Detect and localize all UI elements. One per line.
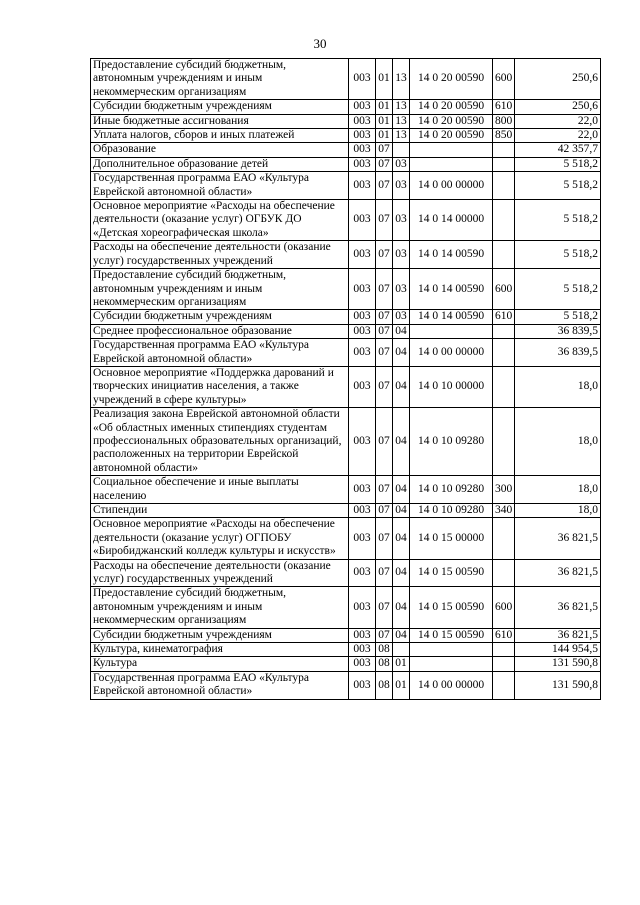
target-article-cell: 14 0 14 00000	[410, 200, 493, 241]
expense-type-cell: 800	[493, 114, 515, 128]
table-row	[91, 324, 601, 338]
amount-cell: 36 821,5	[515, 628, 601, 642]
amount-cell: 22,0	[515, 114, 601, 128]
table-row	[91, 157, 601, 171]
amount-cell: 5 518,2	[515, 200, 601, 241]
target-article-cell	[410, 324, 493, 338]
admin-code-cell: 003	[349, 172, 376, 200]
expense-type-cell	[493, 339, 515, 367]
section-code-cell: 07	[376, 172, 393, 200]
table-row	[91, 129, 601, 143]
row-name-cell: Культура, кинематография	[91, 643, 349, 657]
admin-code-cell: 003	[349, 157, 376, 171]
table-row	[91, 114, 601, 128]
row-name-cell: Образование	[91, 143, 349, 157]
budget-table	[90, 58, 601, 700]
admin-code-cell: 003	[349, 114, 376, 128]
table-row	[91, 339, 601, 367]
section-code-cell: 07	[376, 143, 393, 157]
target-article-cell: 14 0 15 00000	[410, 518, 493, 559]
section-code-cell: 07	[376, 518, 393, 559]
amount-cell: 22,0	[515, 129, 601, 143]
expense-type-cell	[493, 643, 515, 657]
row-name-cell: Предоставление субсидий бюджетным, автономным учреждениям и иным некоммерческим организациям	[91, 59, 349, 100]
row-name-cell: Стипендии	[91, 504, 349, 518]
expense-type-cell	[493, 200, 515, 241]
table-row	[91, 366, 601, 407]
section-code-cell: 07	[376, 200, 393, 241]
subsection-code-cell: 04	[393, 518, 410, 559]
amount-cell: 5 518,2	[515, 172, 601, 200]
row-name-cell: Основное мероприятие «Расходы на обеспечение деятельности (оказание услуг) ОГПОБУ «Биробиджанский колледж культуры и искусств»	[91, 518, 349, 559]
row-name-cell: Государственная программа ЕАО «Культура Еврейской автономной области»	[91, 172, 349, 200]
subsection-code-cell: 04	[393, 587, 410, 628]
expense-type-cell: 600	[493, 269, 515, 310]
row-name-cell: Дополнительное образование детей	[91, 157, 349, 171]
subsection-code-cell: 04	[393, 476, 410, 504]
subsection-code-cell: 03	[393, 310, 410, 324]
row-name-cell: Предоставление субсидий бюджетным, автономным учреждениям и иным некоммерческим организациям	[91, 587, 349, 628]
table-row	[91, 310, 601, 324]
subsection-code-cell: 01	[393, 671, 410, 699]
section-code-cell: 08	[376, 671, 393, 699]
target-article-cell: 14 0 20 00590	[410, 100, 493, 114]
admin-code-cell: 003	[349, 643, 376, 657]
table-row	[91, 172, 601, 200]
table-row	[91, 200, 601, 241]
subsection-code-cell: 04	[393, 559, 410, 587]
table-row	[91, 408, 601, 476]
amount-cell: 5 518,2	[515, 241, 601, 269]
target-article-cell: 14 0 20 00590	[410, 129, 493, 143]
target-article-cell: 14 0 20 00590	[410, 59, 493, 100]
admin-code-cell: 003	[349, 324, 376, 338]
admin-code-cell: 003	[349, 241, 376, 269]
section-code-cell: 07	[376, 366, 393, 407]
section-code-cell: 01	[376, 114, 393, 128]
section-code-cell: 07	[376, 476, 393, 504]
table-row	[91, 559, 601, 587]
subsection-code-cell	[393, 643, 410, 657]
subsection-code-cell: 04	[393, 628, 410, 642]
subsection-code-cell: 04	[393, 366, 410, 407]
target-article-cell: 14 0 00 00000	[410, 671, 493, 699]
admin-code-cell: 003	[349, 628, 376, 642]
subsection-code-cell: 03	[393, 172, 410, 200]
subsection-code-cell: 03	[393, 157, 410, 171]
expense-type-cell	[493, 157, 515, 171]
amount-cell: 250,6	[515, 100, 601, 114]
amount-cell: 36 839,5	[515, 339, 601, 367]
target-article-cell: 14 0 14 00590	[410, 241, 493, 269]
amount-cell: 5 518,2	[515, 269, 601, 310]
section-code-cell: 01	[376, 129, 393, 143]
subsection-code-cell: 03	[393, 200, 410, 241]
row-name-cell: Субсидии бюджетным учреждениям	[91, 310, 349, 324]
amount-cell: 36 821,5	[515, 587, 601, 628]
expense-type-cell: 610	[493, 310, 515, 324]
target-article-cell: 14 0 15 00590	[410, 587, 493, 628]
amount-cell: 131 590,8	[515, 657, 601, 671]
table-row	[91, 504, 601, 518]
expense-type-cell: 600	[493, 587, 515, 628]
admin-code-cell: 003	[349, 518, 376, 559]
table-row	[91, 100, 601, 114]
table-row	[91, 671, 601, 699]
section-code-cell: 07	[376, 504, 393, 518]
expense-type-cell	[493, 671, 515, 699]
table-row	[91, 518, 601, 559]
expense-type-cell: 300	[493, 476, 515, 504]
section-code-cell: 07	[376, 587, 393, 628]
expense-type-cell	[493, 324, 515, 338]
admin-code-cell: 003	[349, 59, 376, 100]
expense-type-cell: 850	[493, 129, 515, 143]
expense-type-cell	[493, 657, 515, 671]
table-row	[91, 587, 601, 628]
section-code-cell: 07	[376, 628, 393, 642]
section-code-cell: 07	[376, 157, 393, 171]
target-article-cell	[410, 157, 493, 171]
admin-code-cell: 003	[349, 143, 376, 157]
amount-cell: 42 357,7	[515, 143, 601, 157]
amount-cell: 144 954,5	[515, 643, 601, 657]
admin-code-cell: 003	[349, 504, 376, 518]
table-row	[91, 269, 601, 310]
amount-cell: 36 821,5	[515, 518, 601, 559]
section-code-cell: 08	[376, 657, 393, 671]
subsection-code-cell: 13	[393, 129, 410, 143]
admin-code-cell: 003	[349, 408, 376, 476]
expense-type-cell	[493, 366, 515, 407]
table-row	[91, 59, 601, 100]
admin-code-cell: 003	[349, 100, 376, 114]
amount-cell: 131 590,8	[515, 671, 601, 699]
admin-code-cell: 003	[349, 129, 376, 143]
admin-code-cell: 003	[349, 310, 376, 324]
section-code-cell: 07	[376, 559, 393, 587]
admin-code-cell: 003	[349, 269, 376, 310]
expense-type-cell	[493, 241, 515, 269]
target-article-cell	[410, 657, 493, 671]
subsection-code-cell: 03	[393, 241, 410, 269]
section-code-cell: 07	[376, 324, 393, 338]
subsection-code-cell	[393, 143, 410, 157]
amount-cell: 18,0	[515, 504, 601, 518]
admin-code-cell: 003	[349, 587, 376, 628]
admin-code-cell: 003	[349, 657, 376, 671]
target-article-cell: 14 0 14 00590	[410, 310, 493, 324]
row-name-cell: Расходы на обеспечение деятельности (оказание услуг) государственных учреждений	[91, 559, 349, 587]
row-name-cell: Расходы на обеспечение деятельности (оказание услуг) государственных учреждений	[91, 241, 349, 269]
subsection-code-cell: 13	[393, 114, 410, 128]
section-code-cell: 07	[376, 269, 393, 310]
section-code-cell: 07	[376, 310, 393, 324]
target-article-cell: 14 0 10 09280	[410, 476, 493, 504]
section-code-cell: 07	[376, 241, 393, 269]
expense-type-cell	[493, 143, 515, 157]
section-code-cell: 07	[376, 339, 393, 367]
row-name-cell: Основное мероприятие «Расходы на обеспечение деятельности (оказание услуг) ОГБУК ДО «Детская хореографическая школа»	[91, 200, 349, 241]
subsection-code-cell: 04	[393, 504, 410, 518]
table-row	[91, 241, 601, 269]
subsection-code-cell: 04	[393, 324, 410, 338]
row-name-cell: Культура	[91, 657, 349, 671]
target-article-cell: 14 0 00 00000	[410, 172, 493, 200]
subsection-code-cell: 03	[393, 269, 410, 310]
expense-type-cell: 340	[493, 504, 515, 518]
subsection-code-cell: 04	[393, 339, 410, 367]
target-article-cell: 14 0 10 00000	[410, 366, 493, 407]
row-name-cell: Иные бюджетные ассигнования	[91, 114, 349, 128]
admin-code-cell: 003	[349, 339, 376, 367]
section-code-cell: 08	[376, 643, 393, 657]
amount-cell: 36 821,5	[515, 559, 601, 587]
amount-cell: 18,0	[515, 408, 601, 476]
admin-code-cell: 003	[349, 559, 376, 587]
subsection-code-cell: 01	[393, 657, 410, 671]
row-name-cell: Субсидии бюджетным учреждениям	[91, 628, 349, 642]
row-name-cell: Основное мероприятие «Поддержка дарований и творческих инициатив населения, а также учреждений в сфере культуры»	[91, 366, 349, 407]
row-name-cell: Предоставление субсидий бюджетным, автономным учреждениям и иным некоммерческим организациям	[91, 269, 349, 310]
row-name-cell: Субсидии бюджетным учреждениям	[91, 100, 349, 114]
row-name-cell: Государственная программа ЕАО «Культура Еврейской автономной области»	[91, 339, 349, 367]
expense-type-cell	[493, 518, 515, 559]
amount-cell: 250,6	[515, 59, 601, 100]
target-article-cell: 14 0 15 00590	[410, 628, 493, 642]
admin-code-cell: 003	[349, 476, 376, 504]
expense-type-cell: 610	[493, 100, 515, 114]
expense-type-cell	[493, 559, 515, 587]
amount-cell: 5 518,2	[515, 310, 601, 324]
subsection-code-cell: 13	[393, 100, 410, 114]
expense-type-cell	[493, 408, 515, 476]
page-number: 30	[313, 36, 327, 51]
amount-cell: 18,0	[515, 366, 601, 407]
admin-code-cell: 003	[349, 671, 376, 699]
amount-cell: 5 518,2	[515, 157, 601, 171]
section-code-cell: 07	[376, 408, 393, 476]
target-article-cell: 14 0 20 00590	[410, 114, 493, 128]
subsection-code-cell: 04	[393, 408, 410, 476]
admin-code-cell: 003	[349, 200, 376, 241]
table-row	[91, 143, 601, 157]
row-name-cell: Реализация закона Еврейской автономной области «Об областных именных стипендиях студентам профессиональных образовательных организаций, расположенных на территории Еврейской автономной области»	[91, 408, 349, 476]
expense-type-cell: 610	[493, 628, 515, 642]
expense-type-cell: 600	[493, 59, 515, 100]
target-article-cell: 14 0 14 00590	[410, 269, 493, 310]
amount-cell: 36 839,5	[515, 324, 601, 338]
section-code-cell: 01	[376, 100, 393, 114]
table-row	[91, 643, 601, 657]
target-article-cell: 14 0 10 09280	[410, 408, 493, 476]
row-name-cell: Уплата налогов, сборов и иных платежей	[91, 129, 349, 143]
target-article-cell: 14 0 10 09280	[410, 504, 493, 518]
row-name-cell: Государственная программа ЕАО «Культура Еврейской автономной области»	[91, 671, 349, 699]
row-name-cell: Социальное обеспечение и иные выплаты населению	[91, 476, 349, 504]
subsection-code-cell: 13	[393, 59, 410, 100]
budget-table-body	[91, 59, 601, 700]
row-name-cell: Среднее профессиональное образование	[91, 324, 349, 338]
table-row	[91, 657, 601, 671]
table-row	[91, 476, 601, 504]
amount-cell: 18,0	[515, 476, 601, 504]
target-article-cell	[410, 143, 493, 157]
target-article-cell: 14 0 00 00000	[410, 339, 493, 367]
target-article-cell	[410, 643, 493, 657]
admin-code-cell: 003	[349, 366, 376, 407]
target-article-cell: 14 0 15 00590	[410, 559, 493, 587]
section-code-cell: 01	[376, 59, 393, 100]
expense-type-cell	[493, 172, 515, 200]
table-row	[91, 628, 601, 642]
